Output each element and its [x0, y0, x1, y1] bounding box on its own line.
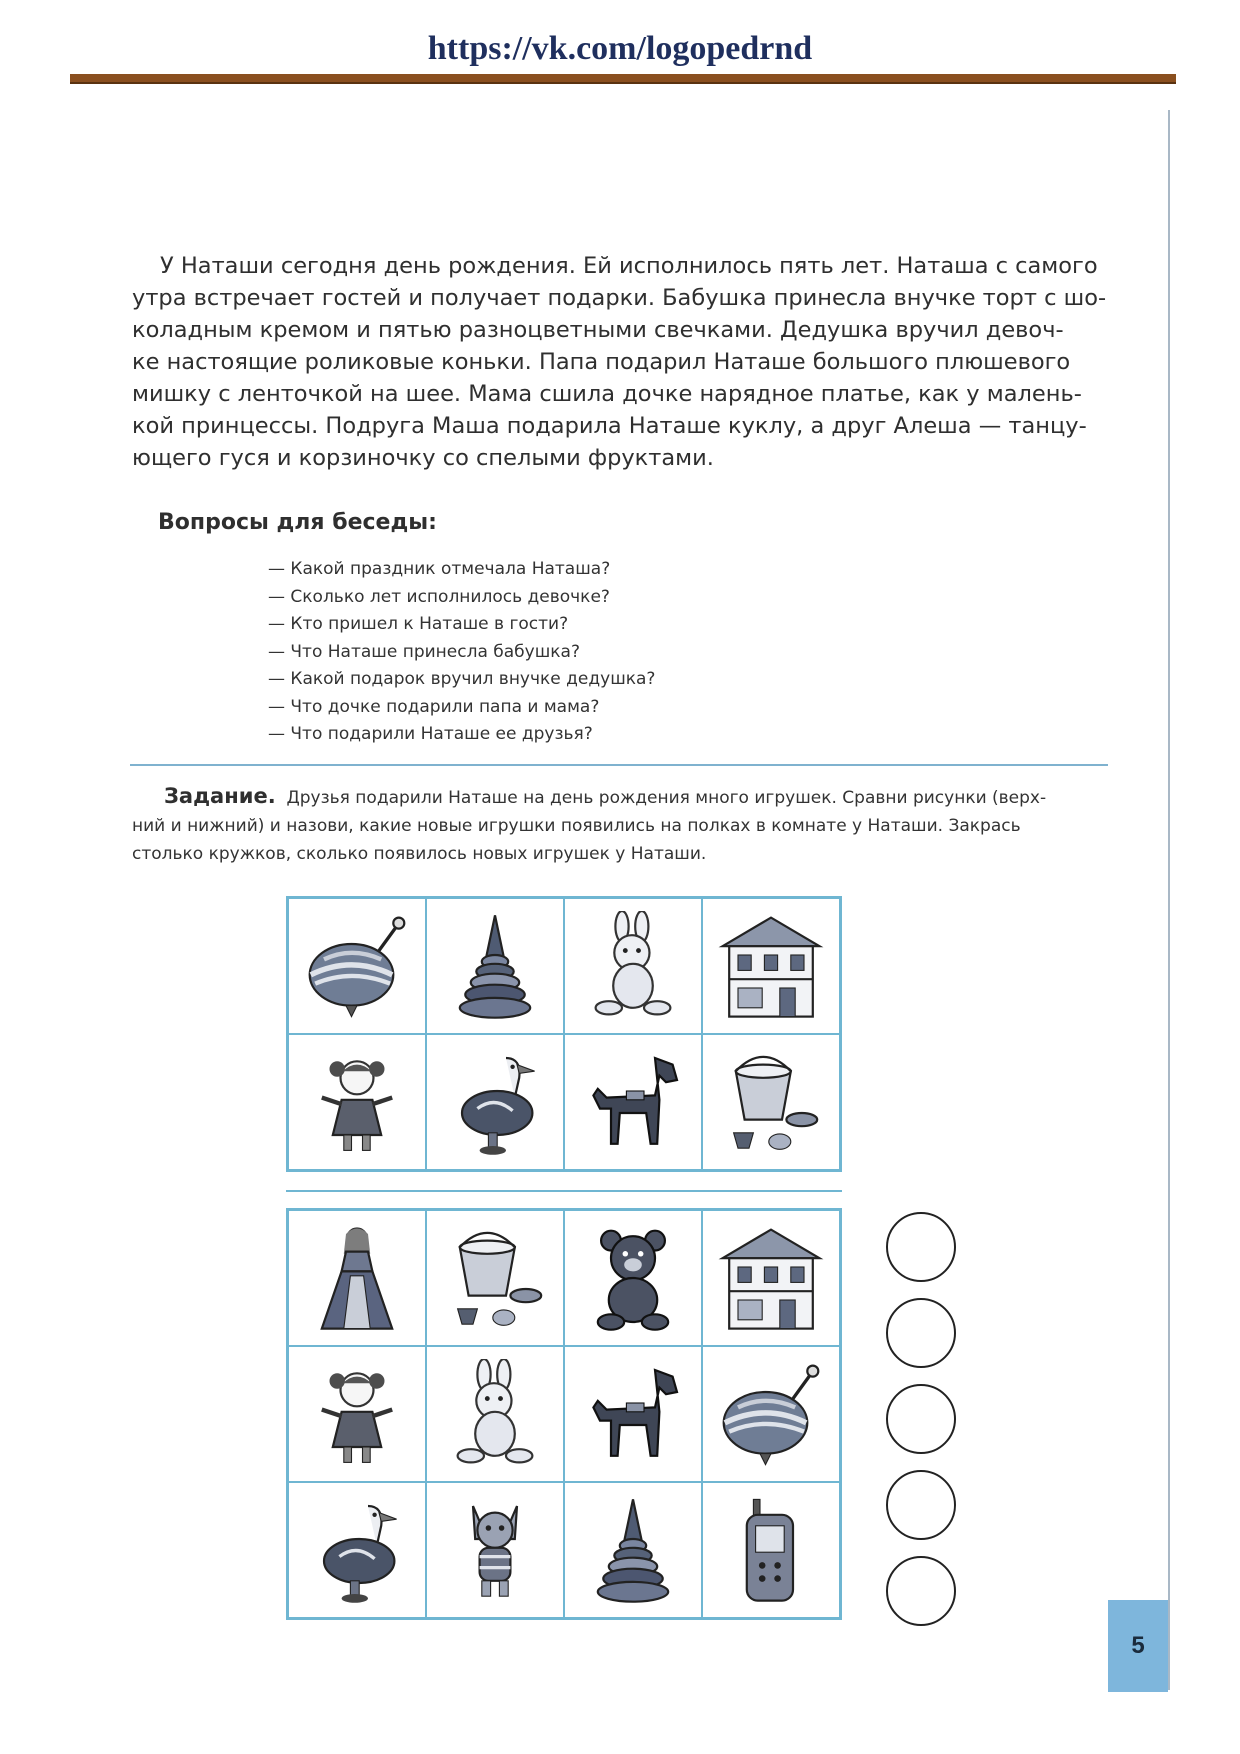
page-number: 5 [1108, 1600, 1168, 1692]
grid-cell [288, 1346, 426, 1482]
story-line: ющего гуся и корзиночку со спелыми фруктами. [132, 445, 714, 471]
goose-icon [440, 1047, 550, 1157]
phone-icon [716, 1495, 826, 1605]
header-rule [70, 74, 1176, 84]
question-item: — Что подарили Наташе ее друзья? [268, 721, 655, 749]
question-item: — Кто пришел к Наташе в гости? [268, 611, 655, 639]
grid-cell [288, 1210, 426, 1346]
grid-cell [702, 1210, 840, 1346]
grid-cell [702, 1034, 840, 1170]
grid-cell [426, 1346, 564, 1482]
horse-icon [578, 1359, 688, 1469]
question-item: — Сколько лет исполнилось девочке? [268, 584, 655, 612]
task-line: ний и нижний) и назови, какие новые игрушки появились на полках в комнате у Наташи. Закрась [132, 816, 1021, 836]
bottom-toy-grid [286, 1208, 842, 1620]
grid-cell [564, 1210, 702, 1346]
questions-list [268, 556, 655, 749]
grid-cell [564, 1346, 702, 1482]
grid-cell [426, 898, 564, 1034]
goose-icon [302, 1495, 412, 1605]
dollhouse-icon [716, 1223, 826, 1333]
grid-cell [702, 898, 840, 1034]
dollhouse-icon [716, 911, 826, 1021]
answer-circle[interactable] [886, 1298, 956, 1368]
questions-title: Вопросы для беседы: [158, 510, 437, 535]
section-divider [130, 764, 1108, 766]
grid-cell [564, 898, 702, 1034]
question-item: — Что дочке подарили папа и мама? [268, 694, 655, 722]
grid-cell [426, 1210, 564, 1346]
horse-icon [578, 1047, 688, 1157]
bunny-icon [440, 1359, 550, 1469]
source-url: https://vk.com/logopedrnd [427, 30, 813, 67]
story-line: ке настоящие роликовые коньки. Папа подарил Наташе большого плюшевого [132, 349, 1071, 375]
story-line: У Наташи сегодня день рождения. Ей исполнилось пять лет. Наташа с самого [160, 253, 1098, 279]
doll-icon [302, 1359, 412, 1469]
grid-cell [426, 1034, 564, 1170]
question-item: — Какой подарок вручил внучке дедушка? [268, 666, 655, 694]
spinning-top-icon [302, 911, 412, 1021]
doll-icon [302, 1047, 412, 1157]
task-text: Друзья подарили Наташе на день рождения много игрушек. Сравни рисунки (верх- [286, 788, 1047, 808]
story-line: утра встречает гостей и получает подарки. Бабушка принесла внучке торт с шо- [132, 285, 1107, 311]
answer-circle[interactable] [886, 1556, 956, 1626]
answer-circle[interactable] [886, 1384, 956, 1454]
top-toy-grid [286, 896, 842, 1172]
teddy-bear-icon [578, 1223, 688, 1333]
bucket-icon [440, 1223, 550, 1333]
grid-cell [702, 1346, 840, 1482]
grid-cell [288, 1482, 426, 1618]
grid-divider [286, 1190, 842, 1192]
answer-circle[interactable] [886, 1212, 956, 1282]
spinning-top-icon [716, 1359, 826, 1469]
pyramid-toy-icon [440, 911, 550, 1021]
task-block [132, 782, 1110, 868]
story-line: мишку с ленточкой на шее. Мама сшила дочке нарядное платье, как у малень- [132, 381, 1082, 407]
bunny-icon [578, 911, 688, 1021]
bucket-icon [716, 1047, 826, 1157]
task-line-1 [132, 782, 1110, 812]
cat-icon [440, 1495, 550, 1605]
grid-cell [426, 1482, 564, 1618]
story-line: коладным кремом и пятью разноцветными свечками. Дедушка вручил девоч- [132, 317, 1064, 343]
question-item: — Какой праздник отмечала Наташа? [268, 556, 655, 584]
question-item: — Что Наташе принесла бабушка? [268, 639, 655, 667]
story-line: кой принцессы. Подруга Маша подарила Наташе куклу, а друг Алеша — танцу- [132, 413, 1087, 439]
grid-cell [564, 1034, 702, 1170]
princess-doll-icon [302, 1223, 412, 1333]
answer-circle[interactable] [886, 1470, 956, 1540]
task-line: столько кружков, сколько появилось новых игрушек у Наташи. [132, 844, 707, 864]
grid-cell [288, 1034, 426, 1170]
pyramid-toy-icon [578, 1495, 688, 1605]
task-label: Задание. [164, 784, 276, 808]
grid-cell [702, 1482, 840, 1618]
grid-cell [564, 1482, 702, 1618]
story-text [132, 250, 1110, 474]
grid-cell [288, 898, 426, 1034]
